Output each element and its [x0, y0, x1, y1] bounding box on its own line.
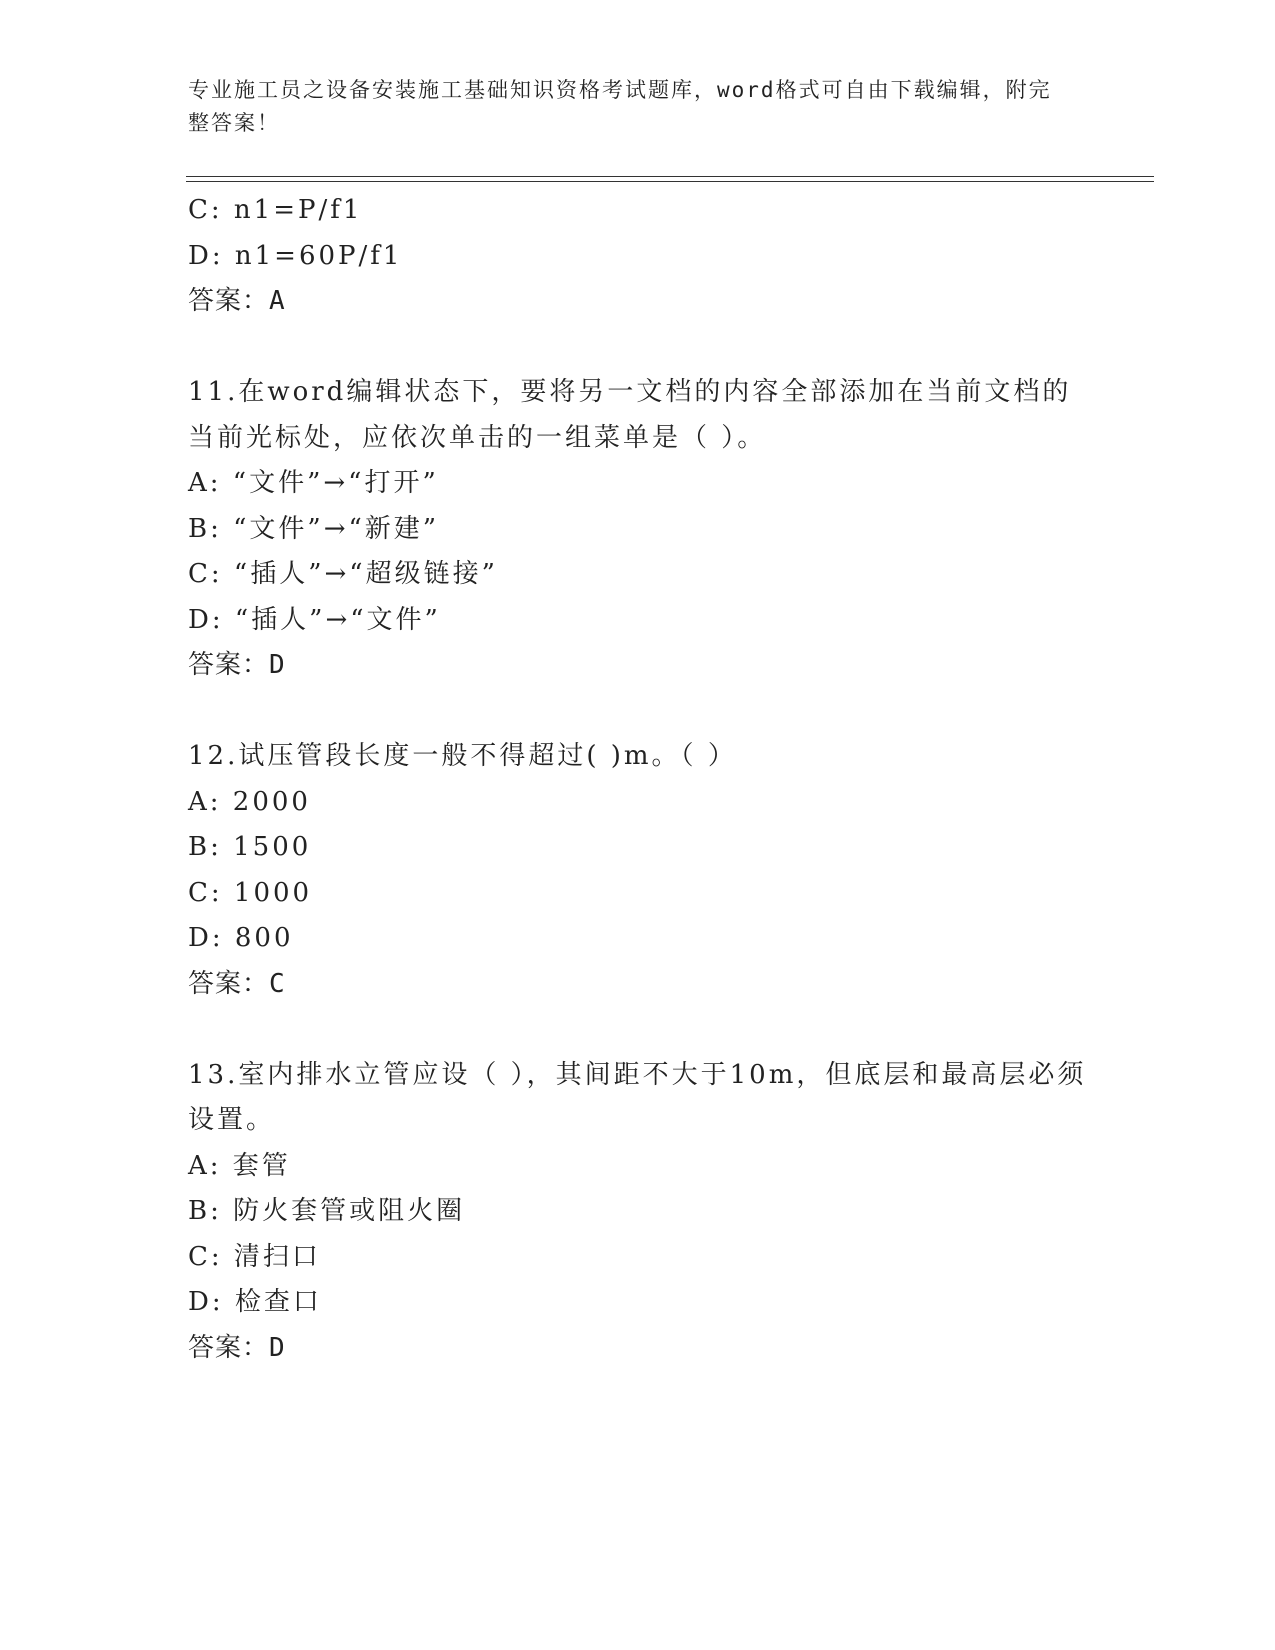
spacer [188, 325, 1088, 371]
option-d: D: “插人”→“文件” [188, 604, 441, 635]
header-divider-top [186, 176, 1154, 177]
answer-label: 答案：A [188, 286, 286, 316]
answer-label: 答案：D [188, 1332, 286, 1363]
question-12 [188, 734, 1088, 1007]
spacer [188, 689, 1088, 735]
answer-label: 答案：C [188, 968, 286, 999]
option-b: B: 1500 [188, 832, 312, 862]
option-c: C: 1000 [188, 877, 313, 908]
option-c: C: 清扫口 [188, 1241, 321, 1272]
question-13 [188, 1053, 1088, 1372]
question-stem: 11.在word编辑状态下，要将另一文档的内容全部添加在当前文档的当前光标处，应依次单击的一组菜单是（ ）。 [188, 377, 1072, 453]
option-d: D: 检查口 [188, 1287, 322, 1317]
header-divider-bottom [186, 181, 1154, 182]
question-11 [188, 370, 1088, 689]
option-d: D: 800 [188, 923, 294, 953]
option-c: C: “插人”→“超级链接” [188, 559, 498, 589]
spacer [188, 1007, 1088, 1053]
option-a: A: 2000 [188, 786, 311, 817]
document-header: 专业施工员之设备安装施工基础知识资格考试题库，word格式可自由下载编辑，附完整答案！ [188, 78, 1052, 135]
option-c: C: n1=P/f1 [188, 195, 363, 225]
option-d: D: n1=60P/f1 [188, 240, 403, 271]
option-a: A: “文件”→“打开” [188, 468, 439, 498]
option-a: A: 套管 [188, 1150, 291, 1181]
question-content [188, 188, 1088, 1371]
answer-label: 答案：D [188, 650, 286, 680]
option-b: B: 防火套管或阻火圈 [188, 1196, 466, 1226]
question-stem: 12.试压管段长度一般不得超过( )m。（ ） [188, 741, 737, 771]
question-stem: 13.室内排水立管应设（ ），其间距不大于10m，但底层和最高层必须设置。 [188, 1059, 1087, 1135]
option-b: B: “文件”→“新建” [188, 513, 440, 544]
previous-question-tail [188, 188, 1088, 325]
